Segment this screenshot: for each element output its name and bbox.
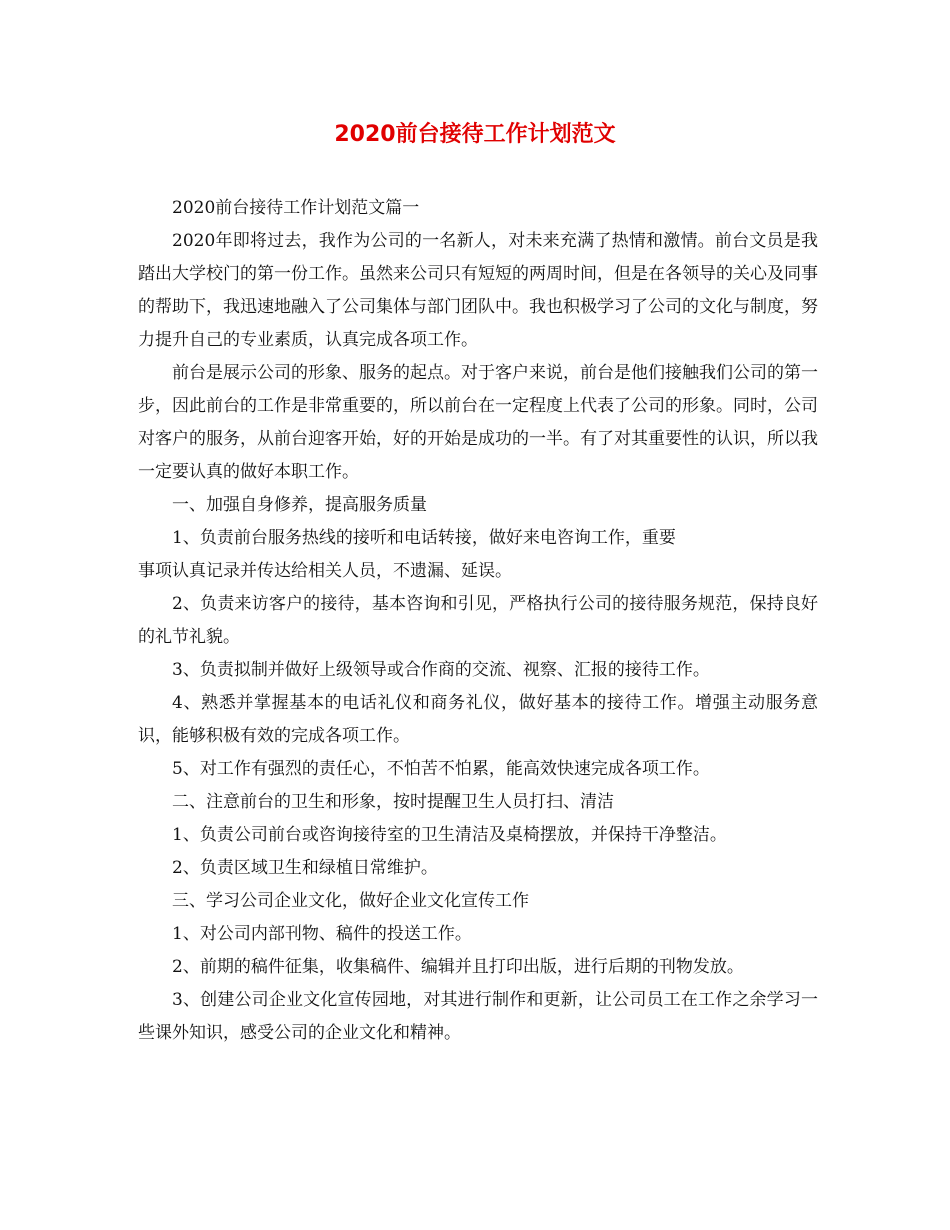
document-title: 2020前台接待工作计划范文 [334,122,616,147]
list-item: 4、熟悉并掌握基本的电话礼仪和商务礼仪，做好基本的接待工作。增强主动服务意识，能够积极有效的完成各项工作。 [138,693,818,746]
paragraph: 2020年即将过去，我作为公司的一名新人，对未来充满了热情和激情。前台文员是我踏出大学校门的第一份工作。虽然来公司只有短短的两周时间，但是在各领导的关心及同事的帮助下，我迅速地融入了公司集体与部门团队中。我也积极学习了公司的文化与制度，努力提升自己的专业素质，认真完成各项工作。 [138,231,818,350]
section-heading: 三、学习公司企业文化，做好企业文化宣传工作 [172,891,529,911]
list-item: 1、负责前台服务热线的接听和电话转接，做好来电咨询工作，重要 [172,528,676,548]
section-heading: 一、加强自身修养，提高服务质量 [172,495,427,515]
list-item: 2、前期的稿件征集，收集稿件、编辑并且打印出版，进行后期的刊物发放。 [172,957,744,977]
list-item: 1、负责公司前台或咨询接待室的卫生清洁及桌椅摆放，并保持干净整洁。 [172,825,727,845]
list-item: 2、负责来访客户的接待，基本咨询和引见，严格执行公司的接待服务规范，保持良好的礼节礼貌。 [138,594,818,647]
section-heading: 二、注意前台的卫生和形象，按时提醒卫生人员打扫、清洁 [172,792,614,812]
paragraph: 前台是展示公司的形象、服务的起点。对于客户来说，前台是他们接触我们公司的第一步，因此前台的工作是非常重要的，所以前台在一定程度上代表了公司的形象。同时，公司对客户的服务，从前台迎客开始，好的开始是成功的一半。有了对其重要性的认识，所以我一定要认真的做好本职工作。 [138,363,818,482]
paragraph-heading: 2020前台接待工作计划范文篇一 [172,198,420,218]
list-item: 5、对工作有强烈的责任心，不怕苦不怕累，能高效快速完成各项工作。 [172,759,710,779]
document-body [138,192,818,1050]
list-item: 3、创建公司企业文化宣传园地，对其进行制作和更新，让公司员工在工作之余学习一些课外知识，感受公司的企业文化和精神。 [138,990,818,1043]
list-item: 3、负责拟制并做好上级领导或合作商的交流、视察、汇报的接待工作。 [172,660,710,680]
list-item: 2、负责区域卫生和绿植日常维护。 [172,858,438,878]
list-item-continuation: 事项认真记录并传达给相关人员，不遗漏、延误。 [138,561,512,581]
list-item: 1、对公司内部刊物、稿件的投送工作。 [172,924,472,944]
